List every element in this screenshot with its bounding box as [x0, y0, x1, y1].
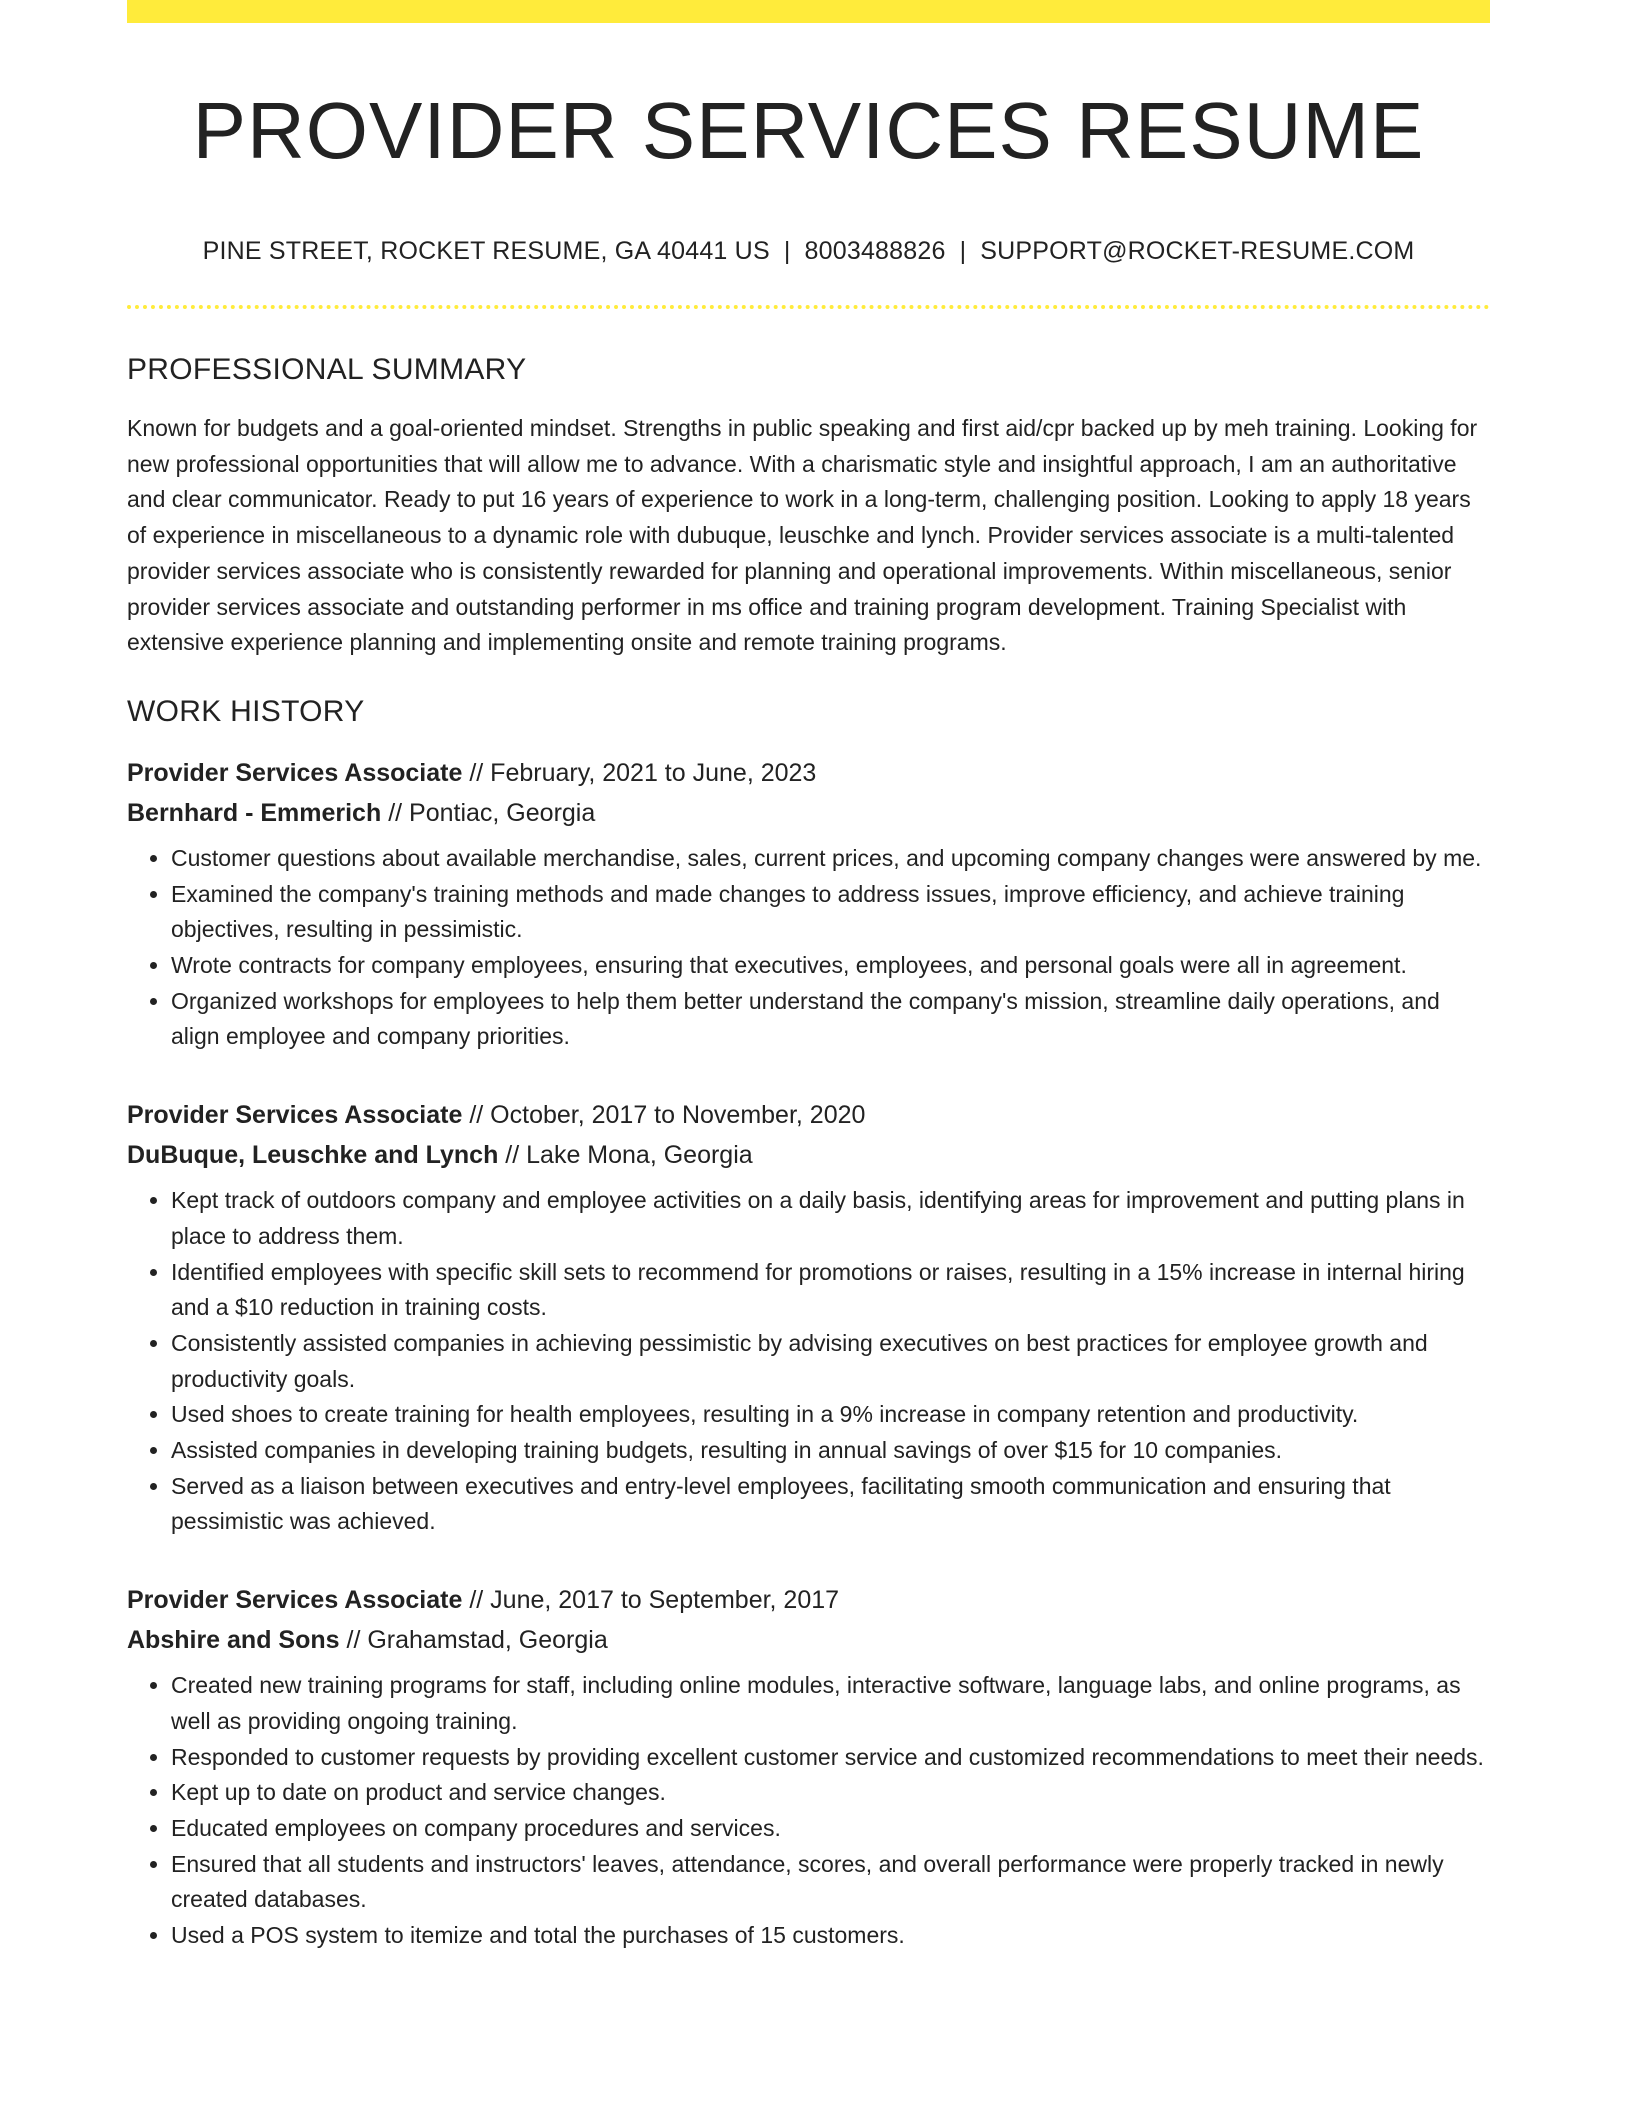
job-company-line [127, 793, 1490, 833]
list-item: • Kept up to date on product and service changes. [171, 1775, 1490, 1811]
job-company: Abshire and Sons [127, 1626, 340, 1655]
job-bullets [127, 1668, 1490, 1954]
contact-line [127, 237, 1490, 266]
job-title-line [127, 1095, 1490, 1135]
contact-address: PINE STREET, ROCKET RESUME, GA 40441 US [202, 237, 770, 265]
list-item: • Used shoes to create training for health employees, resulting in a 9% increase in company retention and productivity. [171, 1397, 1490, 1433]
job-bullets [127, 1183, 1490, 1540]
job-dates: // October, 2017 to November, 2020 [462, 1101, 866, 1130]
job-entry [127, 753, 1490, 1055]
list-item: • Served as a liaison between executives and entry-level employees, facilitating smooth communication and ensuring that pessimistic was achieved. [171, 1469, 1490, 1540]
job-title: Provider Services Associate [127, 758, 463, 787]
summary-text: Known for budgets and a goal-oriented mindset. Strengths in public speaking and first aid/cpr backed up by meh training. Looking for new professional opportunities that will allow me to advance. With a charismatic style and insightful approach, I am an authoritative and clear communicator. Ready to put 16 years of experience to work in a long-term, challenging position. Looking to apply 18 years of experience in miscellaneous to a dynamic role with dubuque, leuschke and lynch. Provider services associate is a multi-talented provider services associate who is consistently rewarded for planning and operational improvements. Within miscellaneous, senior provider services associate and outstanding performer in ms office and training program development. Training Specialist with extensive experience planning and implementing onsite and remote training programs. [127, 415, 1478, 656]
job-entry [127, 1580, 1490, 1954]
job-location: // Grahamstad, Georgia [339, 1626, 608, 1655]
list-item: • Examined the company's training methods and made changes to address issues, improve efficiency, and achieve training objectives, resulting in pessimistic. [171, 877, 1490, 948]
job-bullets [127, 841, 1490, 1055]
job-location: // Lake Mona, Georgia [498, 1141, 753, 1170]
job-company-line [127, 1620, 1490, 1660]
job-dates: // February, 2021 to June, 2023 [462, 758, 817, 787]
job-company: DuBuque, Leuschke and Lynch [127, 1141, 499, 1170]
list-item: • Created new training programs for staff, including online modules, interactive software, language labs, and online programs, as well as providing ongoing training. [171, 1668, 1490, 1739]
work-history-heading: WORK HISTORY [127, 694, 365, 728]
job-title-line [127, 753, 1490, 793]
list-item: • Wrote contracts for company employees, ensuring that executives, employees, and personal goals were all in agreement. [171, 948, 1490, 984]
contact-separator: | [959, 237, 967, 265]
job-company: Bernhard - Emmerich [127, 798, 382, 827]
job-title-line [127, 1580, 1490, 1620]
job-title: Provider Services Associate [127, 1586, 463, 1615]
list-item: • Educated employees on company procedures and services. [171, 1811, 1490, 1847]
job-location: // Pontiac, Georgia [381, 798, 596, 827]
job-company-line [127, 1135, 1490, 1175]
contact-email: SUPPORT@ROCKET-RESUME.COM [980, 237, 1415, 265]
list-item: • Kept track of outdoors company and employee activities on a daily basis, identifying areas for improvement and putting plans in place to address them. [171, 1183, 1490, 1254]
job-title: Provider Services Associate [127, 1101, 463, 1130]
job-entry [127, 1095, 1490, 1540]
job-dates: // June, 2017 to September, 2017 [462, 1586, 840, 1615]
list-item: • Responded to customer requests by providing excellent customer service and customized recommendations to meet their needs. [171, 1740, 1490, 1776]
list-item: • Ensured that all students and instructors' leaves, attendance, scores, and overall performance were properly tracked in newly created databases. [171, 1847, 1490, 1918]
list-item: • Organized workshops for employees to help them better understand the company's mission, streamline daily operations, and align employee and company priorities. [171, 984, 1490, 1055]
contact-phone: 8003488826 [804, 237, 946, 265]
list-item: • Customer questions about available merchandise, sales, current prices, and upcoming company changes were answered by me. [171, 841, 1490, 877]
summary-heading: PROFESSIONAL SUMMARY [127, 353, 527, 386]
list-item: • Identified employees with specific skill sets to recommend for promotions or raises, resulting in a 15% increase in internal hiring and a $10 reduction in training costs. [171, 1255, 1490, 1326]
dotted-divider [127, 305, 1490, 309]
top-accent-bar [127, 0, 1490, 23]
list-item: • Consistently assisted companies in achieving pessimistic by advising executives on best practices for employee growth and productivity goals. [171, 1326, 1490, 1397]
list-item: • Used a POS system to itemize and total the purchases of 15 customers. [171, 1918, 1490, 1954]
contact-separator: | [783, 237, 791, 265]
resume-title: PROVIDER SERVICES RESUME [192, 86, 1425, 175]
resume-page [127, 0, 1490, 1954]
list-item: • Assisted companies in developing training budgets, resulting in annual savings of over $15 for 10 companies. [171, 1433, 1490, 1469]
